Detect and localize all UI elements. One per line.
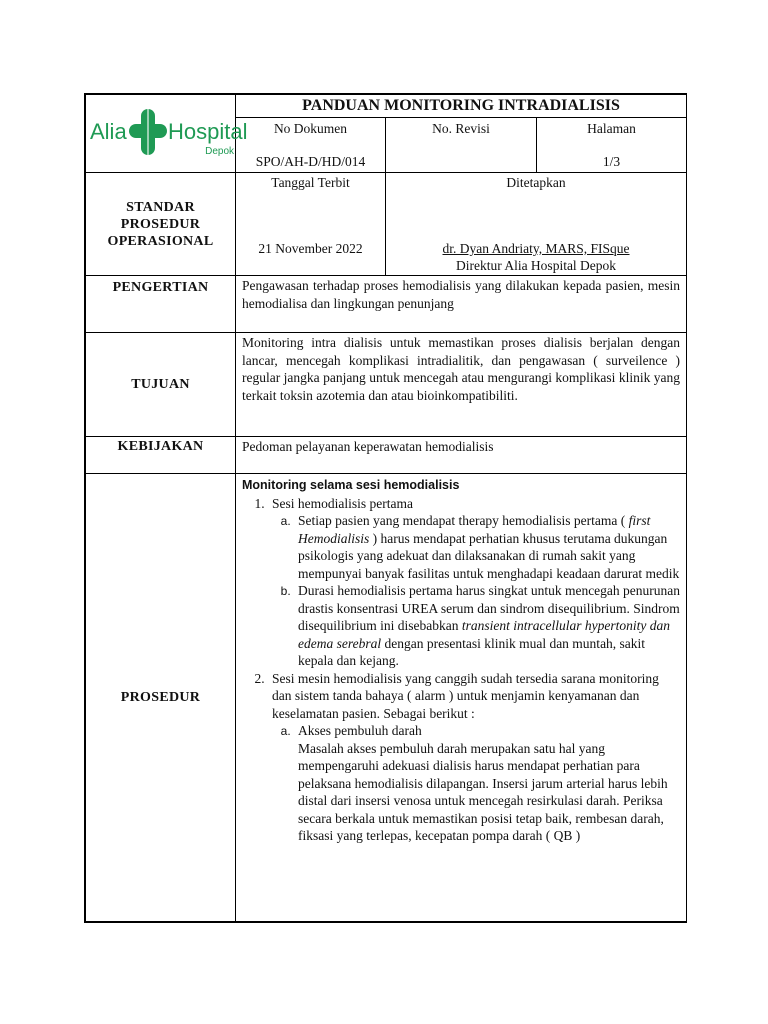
prosedur-item-2-text: Sesi mesin hemodialisis yang canggih sudah tersedia sarana monitoring dan sistem tanda bahaya ( alarm ) untuk menjamin kenyamanan dan keselamatan pasien. Sebagai berikut : [272,670,659,721]
signer-title: Direktur Alia Hospital Depok [455,258,617,273]
halaman-label: Halaman [587,121,636,136]
ditetapkan-cell [386,173,687,276]
no-dokumen-cell [236,118,386,173]
prosedur-item-1 [268,495,680,670]
tujuan-text: Monitoring intra dialisis untuk memastikan proses dialisis berjalan dengan lancar, mencegah komplikasi intradialitik, dan pengawasan ( surveilence ) regular jangka panjang untuk mencegah atau mengurangi komplikasi klinik yang terkait toksin azotemia dan atau bioinkompatibiliti. [236,333,687,437]
no-dokumen-label: No Dokumen [273,121,348,136]
item-1a-italic: first Hemodialisis [298,513,651,546]
spo-line-2: PROSEDUR [120,216,201,232]
item-1a-post: ) harus mendapat perhatian khusus terutama dukungan psikologis yang adekuat dan dilaksanakan di rumah sakit yang mempunyai banyak fasilitas untuk menghadapi keadaan darurat medik [298,530,680,581]
no-revisi-cell [386,118,537,173]
no-revisi-label: No. Revisi [432,121,490,136]
kebijakan-text: Pedoman pelayanan keperawatan hemodialisis [236,437,687,474]
item-1a-pre: Setiap pasien yang mendapat therapy hemodialisis pertama ( [298,513,626,528]
prosedur-item-2a [294,722,680,845]
prosedur-label: PROSEDUR [86,474,236,922]
logo-sub: Depok [205,146,234,157]
spo-table [85,94,687,922]
logo-word-left: Alia [90,119,127,144]
no-dokumen-value: SPO/AH-D/HD/014 [255,153,366,169]
item-1b-italic: transient intracellular hypertonity dan edema serebral [298,618,670,651]
item-1b-post: dengan presentasi klinik mual dan muntah, sakit kepala dan kejang. [298,635,646,668]
halaman-value: 1/3 [602,153,621,169]
prosedur-list [242,495,680,845]
prosedur-item-1-text: Sesi hemodialisis pertama [272,495,413,511]
prosedur-item-1-sublist [272,512,680,670]
prosedur-item-2 [268,670,680,845]
kebijakan-label: KEBIJAKAN [86,437,236,474]
logo-cell [86,95,248,173]
tanggal-value: 21 November 2022 [258,241,363,256]
cross-icon [129,109,167,155]
pengertian-label: PENGERTIAN [86,276,236,333]
prosedur-item-1a [294,512,680,582]
prosedur-content [236,474,687,922]
alia-hospital-logo [88,105,248,161]
item-1b-pre: Durasi hemodialisis pertama harus singkat untuk mencegah penurunan drastis konsentrasi UREA serum dan sindrom disequilibrium. Sindrom disequilibrium ini disebabkan [298,583,681,633]
prosedur-item-2-sublist [272,722,680,845]
tanggal-cell [236,173,386,276]
signer-name: dr. Dyan Andriaty, MARS, FISque [442,241,630,256]
prosedur-heading: Monitoring selama sesi hemodialisis [242,478,460,492]
tujuan-label: TUJUAN [86,333,236,437]
logo-word-right: Hospital [168,119,248,144]
spo-document [84,93,687,923]
item-2a-title: a. Akses pembuluh darah [298,723,422,738]
prosedur-item-1b [294,582,680,670]
ditetapkan-label: Ditetapkan [506,175,566,190]
document-title: PANDUAN MONITORING INTRADIALISIS [236,95,687,118]
halaman-cell [537,118,687,173]
item-2a-text: Masalah akses pembuluh darah merupakan satu hal yang mempengaruhi adekuasi dialisis harus mendapat perhatian para pelaksana hemodialisis dilapangan. Insersi jarum arterial harus lebih distal dari insersi venosa untuk mencegah resirkulasi darah. Periksa secara berkala untuk memastikan posisi tetap baik, rembesan darah, fiksasi yang terlepas, kecepatan pompa darah ( QB ) [298,740,668,843]
pengertian-text: Pengawasan terhadap proses hemodialisis yang dilakukan kepada pasien, mesin hemodialisa dan lingkungan penunjang [236,276,687,333]
spo-label-cell [86,173,236,276]
spo-line-1: STANDAR [126,199,195,215]
tanggal-label: Tanggal Terbit [271,175,350,190]
spo-line-3: OPERASIONAL [107,233,214,249]
